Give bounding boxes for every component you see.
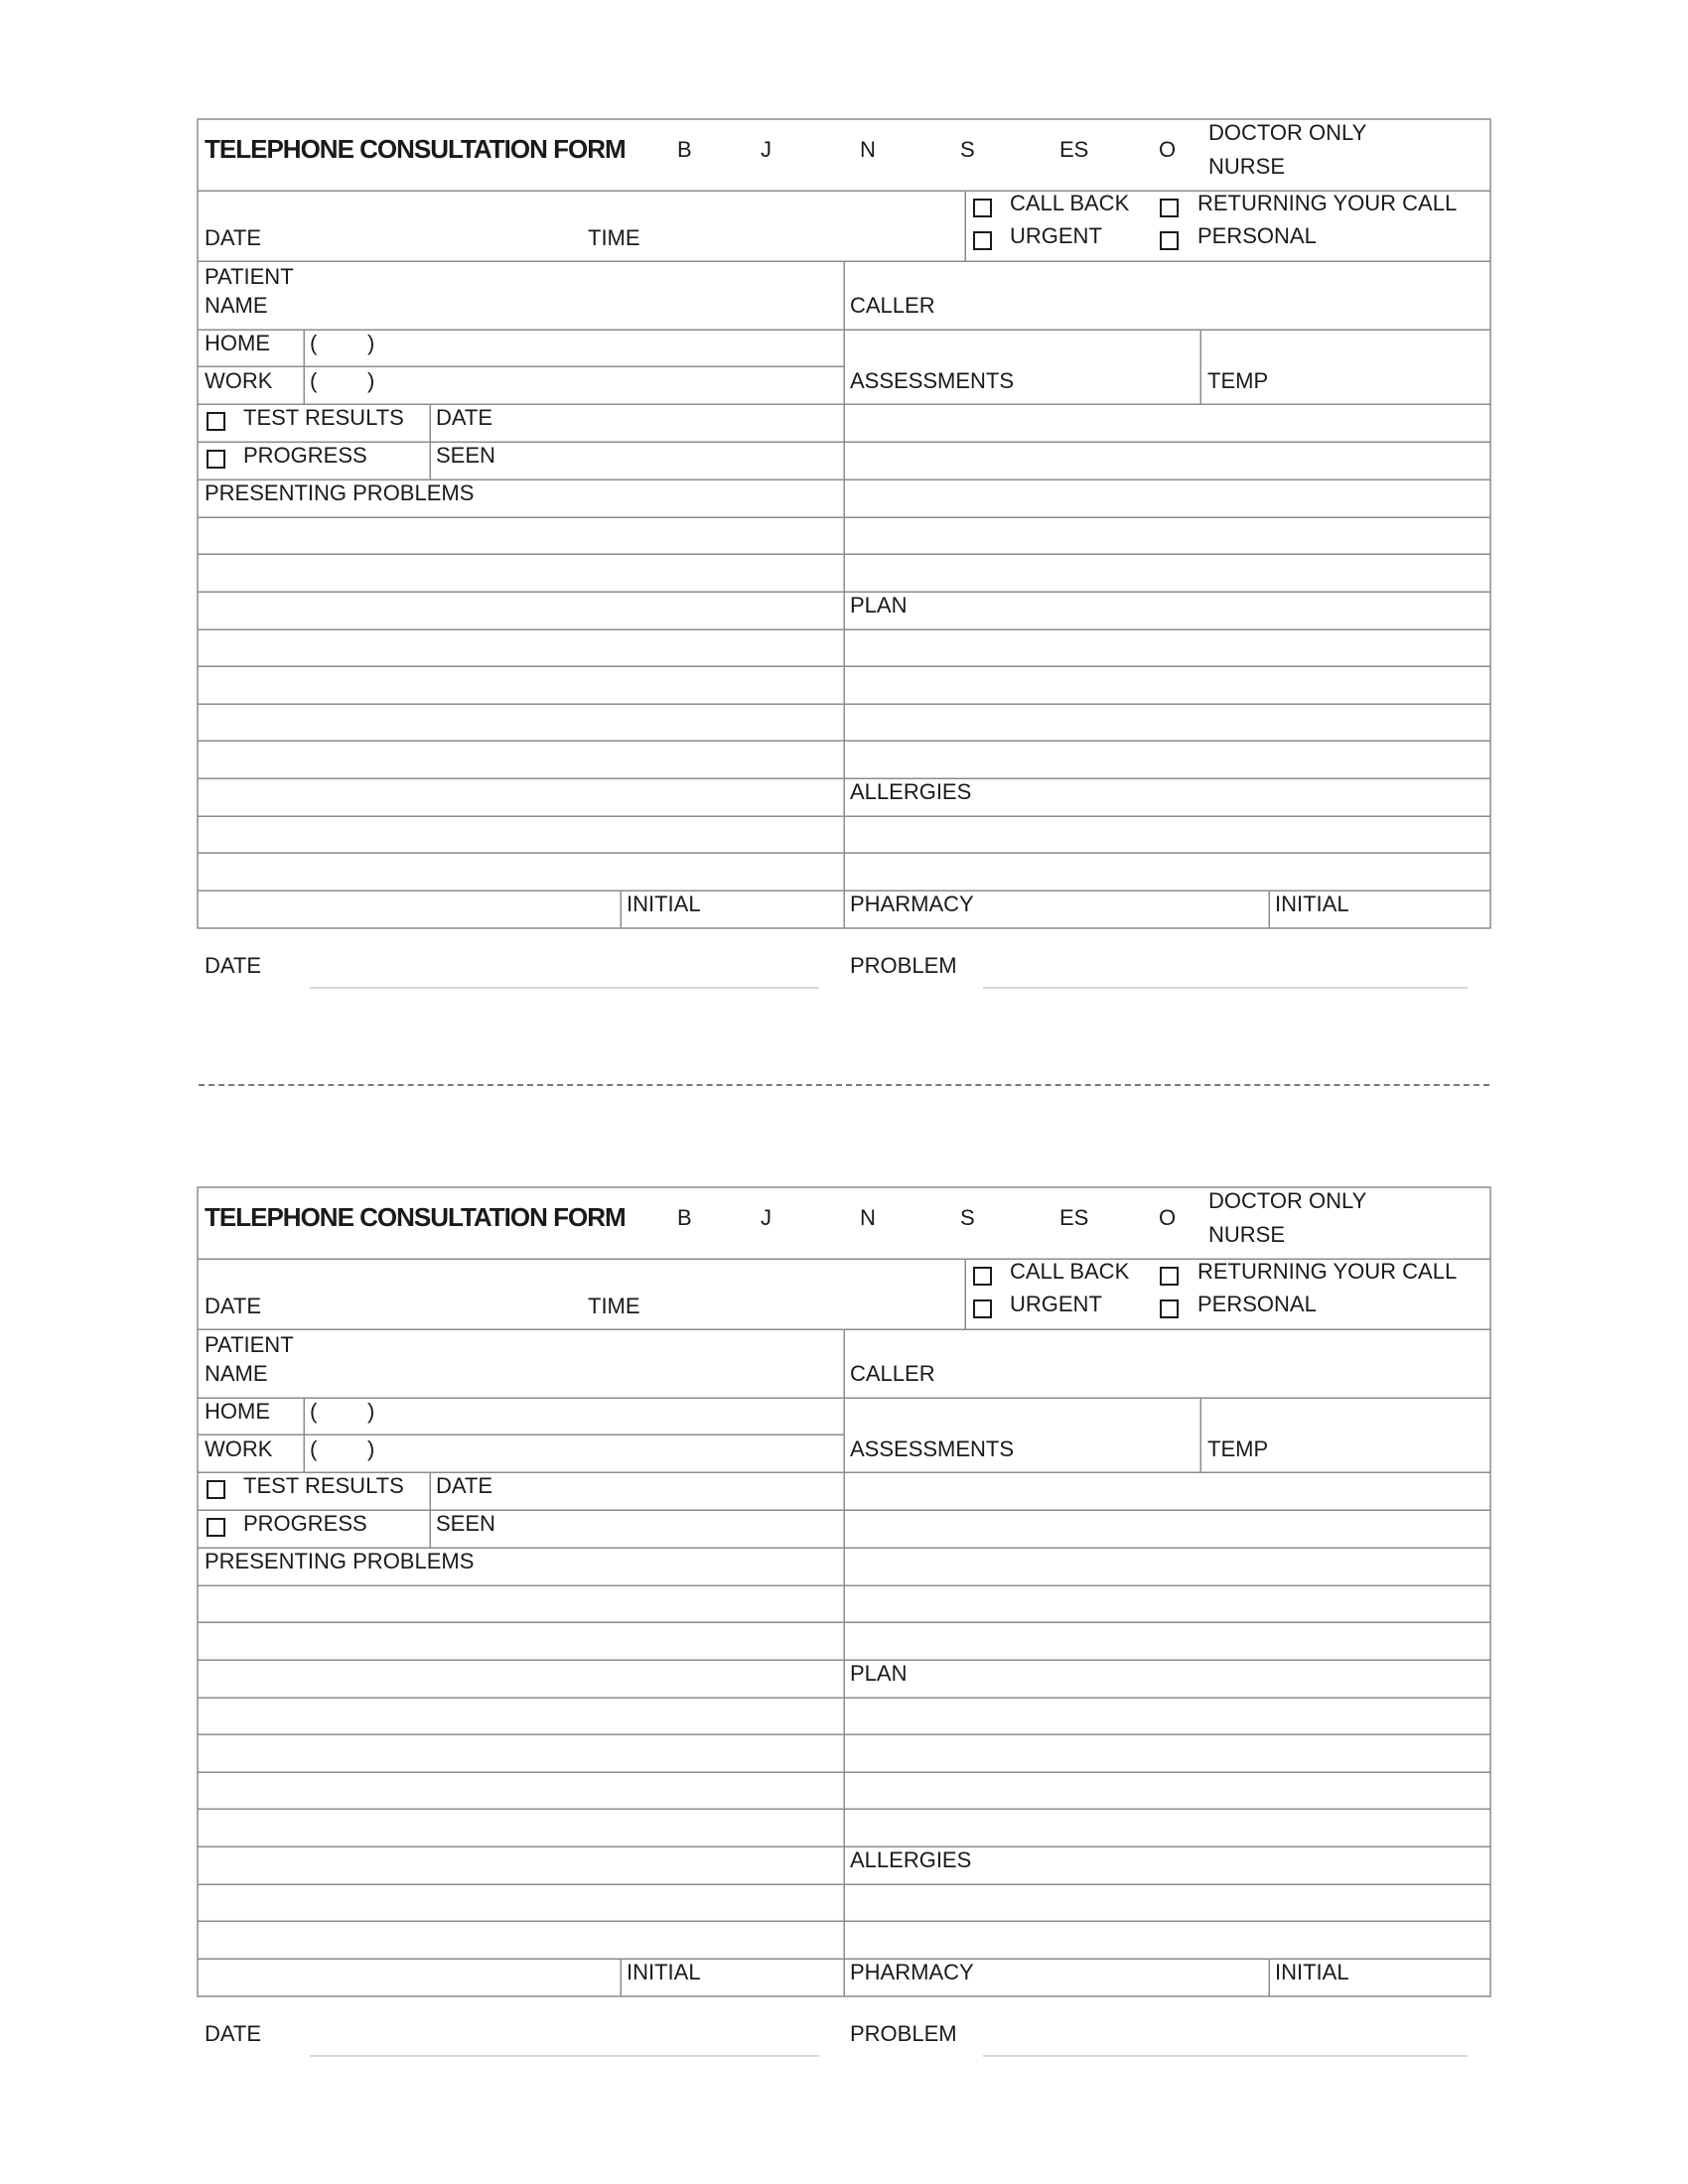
initial-label-right: INITIAL	[1275, 1960, 1349, 1984]
date-label: DATE	[205, 1294, 262, 1318]
progress-label: PROGRESS	[243, 1511, 367, 1536]
form-title: TELEPHONE CONSULTATION FORM	[205, 1202, 626, 1232]
code-s[interactable]: S	[960, 137, 975, 162]
test-date-label: DATE	[436, 405, 493, 430]
code-es[interactable]: ES	[1059, 1205, 1089, 1230]
returning-call-checkbox[interactable]	[1160, 199, 1179, 217]
pharmacy-label: PHARMACY	[850, 1960, 974, 1984]
code-es[interactable]: ES	[1059, 137, 1089, 162]
time-label: TIME	[588, 225, 640, 250]
time-label: TIME	[588, 1294, 640, 1318]
home-paren-close: )	[367, 1399, 375, 1424]
call-back-label: CALL BACK	[1010, 191, 1130, 215]
bottom-date-label: DATE	[205, 2021, 262, 2046]
form-title: TELEPHONE CONSULTATION FORM	[205, 134, 626, 164]
urgent-label: URGENT	[1010, 223, 1102, 248]
test-results-label: TEST RESULTS	[243, 1473, 404, 1498]
plan-label: PLAN	[850, 1661, 908, 1686]
doctor-only-label[interactable]: DOCTOR ONLY	[1208, 1188, 1367, 1213]
patient-label: PATIENT	[205, 264, 294, 289]
name-label: NAME	[205, 293, 268, 318]
returning-call-label: RETURNING YOUR CALL	[1197, 191, 1458, 215]
test-results-checkbox[interactable]	[207, 412, 225, 431]
home-paren-close: )	[367, 331, 375, 355]
patient-label: PATIENT	[205, 1332, 294, 1357]
presenting-problems-label: PRESENTING PROBLEMS	[205, 1549, 475, 1573]
personal-label: PERSONAL	[1197, 1292, 1317, 1316]
work-paren-open: (	[310, 368, 318, 393]
code-n[interactable]: N	[860, 137, 876, 162]
test-results-checkbox[interactable]	[207, 1480, 225, 1499]
progress-checkbox[interactable]	[207, 450, 225, 469]
personal-checkbox[interactable]	[1160, 1299, 1179, 1318]
plan-label: PLAN	[850, 593, 908, 617]
code-j[interactable]: J	[761, 137, 772, 162]
urgent-label: URGENT	[1010, 1292, 1102, 1316]
allergies-label: ALLERGIES	[850, 1847, 972, 1872]
progress-label: PROGRESS	[243, 443, 367, 468]
code-s[interactable]: S	[960, 1205, 975, 1230]
seen-label: SEEN	[436, 443, 495, 468]
doctor-only-label[interactable]: DOCTOR ONLY	[1208, 120, 1367, 145]
call-back-label: CALL BACK	[1010, 1259, 1130, 1284]
work-phone-label: WORK	[205, 368, 273, 393]
temp-label: TEMP	[1207, 368, 1269, 393]
allergies-label: ALLERGIES	[850, 779, 972, 804]
work-paren-open: (	[310, 1436, 318, 1461]
nurse-label[interactable]: NURSE	[1208, 1222, 1286, 1247]
work-phone-label: WORK	[205, 1436, 273, 1461]
name-label: NAME	[205, 1361, 268, 1386]
telephone-consultation-form-2	[0, 1068, 1688, 2111]
initial-label-right: INITIAL	[1275, 891, 1349, 916]
bottom-date-label: DATE	[205, 953, 262, 978]
seen-label: SEEN	[436, 1511, 495, 1536]
urgent-checkbox[interactable]	[973, 231, 992, 250]
personal-label: PERSONAL	[1197, 223, 1317, 248]
initial-label-left: INITIAL	[627, 891, 701, 916]
nurse-label[interactable]: NURSE	[1208, 154, 1286, 179]
call-back-checkbox[interactable]	[973, 1267, 992, 1286]
code-o[interactable]: O	[1159, 1205, 1177, 1230]
progress-checkbox[interactable]	[207, 1518, 225, 1537]
caller-label: CALLER	[850, 293, 935, 318]
temp-label: TEMP	[1207, 1436, 1269, 1461]
code-j[interactable]: J	[761, 1205, 772, 1230]
initial-label-left: INITIAL	[627, 1960, 701, 1984]
code-b[interactable]: B	[677, 137, 692, 162]
date-label: DATE	[205, 225, 262, 250]
pharmacy-label: PHARMACY	[850, 891, 974, 916]
code-o[interactable]: O	[1159, 137, 1177, 162]
telephone-consultation-form-1	[0, 0, 1688, 1042]
test-date-label: DATE	[436, 1473, 493, 1498]
home-phone-label: HOME	[205, 331, 270, 355]
assessments-label: ASSESSMENTS	[850, 368, 1015, 393]
bottom-problem-label: PROBLEM	[850, 953, 957, 978]
home-paren-open: (	[310, 1399, 318, 1424]
bottom-problem-label: PROBLEM	[850, 2021, 957, 2046]
code-b[interactable]: B	[677, 1205, 692, 1230]
work-paren-close: )	[367, 1436, 375, 1461]
presenting-problems-label: PRESENTING PROBLEMS	[205, 480, 475, 505]
work-paren-close: )	[367, 368, 375, 393]
assessments-label: ASSESSMENTS	[850, 1436, 1015, 1461]
urgent-checkbox[interactable]	[973, 1299, 992, 1318]
home-phone-label: HOME	[205, 1399, 270, 1424]
returning-call-label: RETURNING YOUR CALL	[1197, 1259, 1458, 1284]
home-paren-open: (	[310, 331, 318, 355]
returning-call-checkbox[interactable]	[1160, 1267, 1179, 1286]
personal-checkbox[interactable]	[1160, 231, 1179, 250]
caller-label: CALLER	[850, 1361, 935, 1386]
test-results-label: TEST RESULTS	[243, 405, 404, 430]
code-n[interactable]: N	[860, 1205, 876, 1230]
call-back-checkbox[interactable]	[973, 199, 992, 217]
